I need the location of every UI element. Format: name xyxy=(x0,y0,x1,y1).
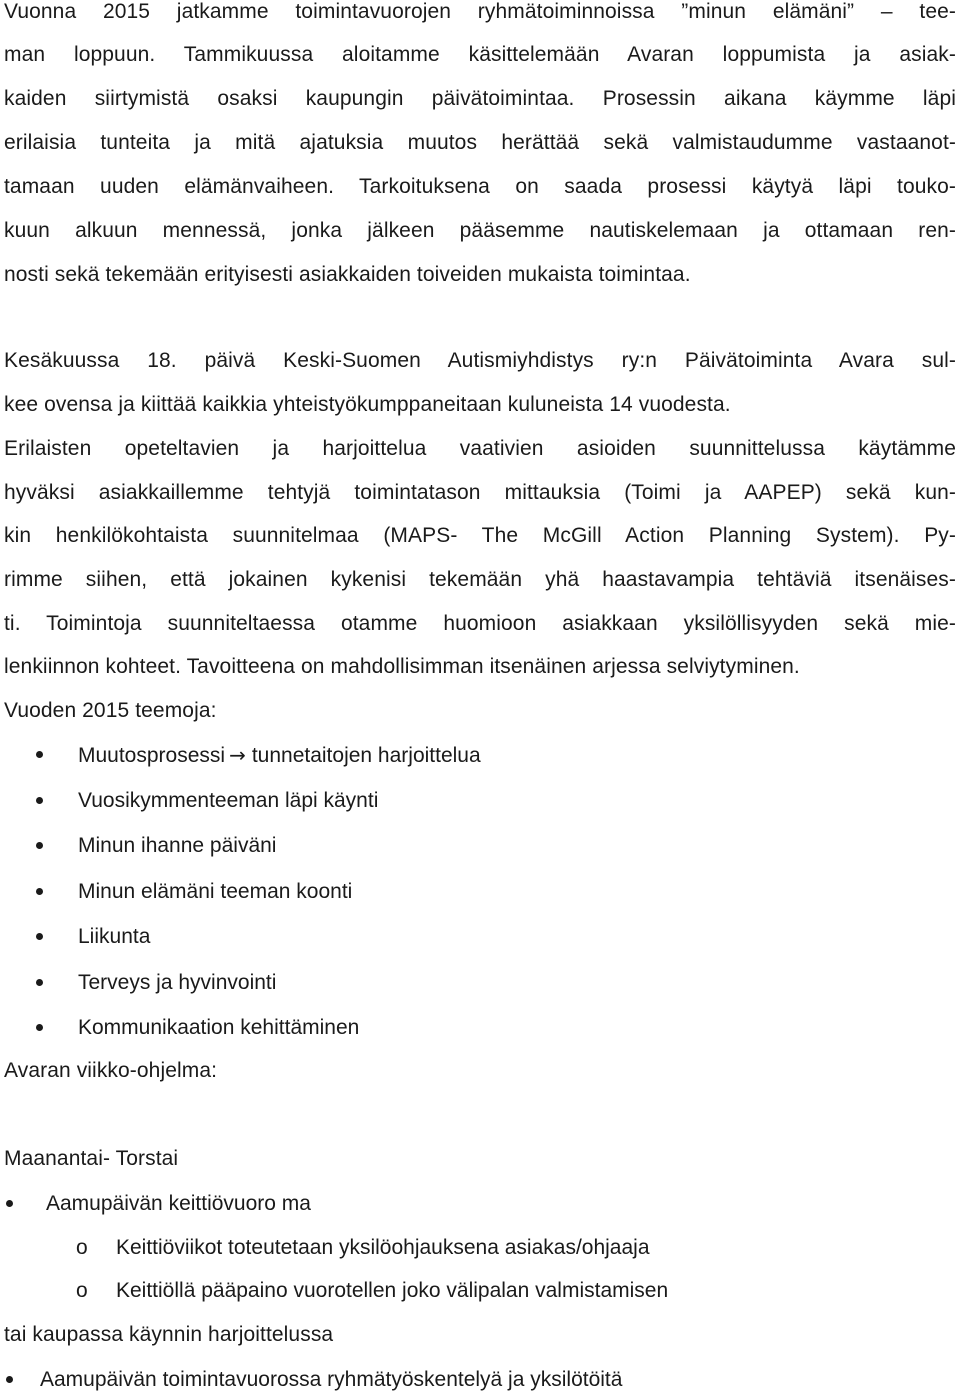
text-line: man loppuun. Tammikuussa aloitamme käsittelemään Avaran loppumista ja asiak- xyxy=(4,43,956,66)
bullet-icon xyxy=(6,1200,13,1207)
list-item xyxy=(78,743,481,768)
arrow-right-icon: → xyxy=(229,743,246,767)
text-line: hyväksi asiakkaillemme tehtyjä toimintatason mittauksia (Toimi ja AAPEP) sekä kun- xyxy=(4,481,956,504)
text-line: lenkiinnon kohteet. Tavoitteena on mahdollisimman itsenäinen arjessa selviytyminen. xyxy=(4,655,800,678)
text-line: kaiden siirtymistä osaksi kaupungin päivätoimintaa. Prosessin aikana käymme läpi xyxy=(4,87,956,110)
list-item: Vuosikymmenteeman läpi käynti xyxy=(78,789,379,812)
bullet-icon xyxy=(36,1024,43,1031)
bullet-icon xyxy=(36,842,43,849)
bullet-icon xyxy=(36,933,43,940)
list-item: Kommunikaation kehittäminen xyxy=(78,1016,360,1039)
text-line: kuun alkuun mennessä, jonka jälkeen pääsemme nautiskelemaan ja ottamaan ren- xyxy=(4,219,956,242)
list-item: Minun elämäni teeman koonti xyxy=(78,880,353,903)
list-item: Aamupäivän keittiövuoro ma xyxy=(46,1192,311,1215)
text-line: Kesäkuussa 18. päivä Keski-Suomen Autismiyhdistys ry:n Päivätoiminta Avara sul- xyxy=(4,349,956,372)
bullet-icon xyxy=(36,979,43,986)
sub-list-item: Keittiöllä pääpaino vuorotellen joko välipalan valmistamisen xyxy=(116,1279,669,1302)
text-line: nosti sekä tekemään erityisesti asiakkaiden toiveiden mukaista toimintaa. xyxy=(4,263,691,286)
list-item: Liikunta xyxy=(78,925,151,948)
bullet-icon xyxy=(36,797,43,804)
list-item: Aamupäivän toimintavuorossa ryhmätyöskentelyä ja yksilötöitä xyxy=(40,1368,623,1391)
bullet-icon xyxy=(36,888,43,895)
circle-bullet-icon: o xyxy=(76,1236,88,1259)
days-heading: Maanantai- Torstai xyxy=(4,1147,179,1170)
bullet-icon xyxy=(6,1376,13,1383)
sub-list-item: Keittiöviikot toteutetaan yksilöohjauksena asiakas/ohjaaja xyxy=(116,1236,650,1259)
text-line: ti. Toimintoja suunniteltaessa otamme huomioon asiakkaan yksilöllisyyden sekä mie- xyxy=(4,612,956,635)
weekly-heading: Avaran viikko-ohjelma: xyxy=(4,1059,218,1082)
circle-bullet-icon: o xyxy=(76,1279,88,1302)
text-line: erilaisia tunteita ja mitä ajatuksia muutos herättää sekä valmistaudumme vastaanot- xyxy=(4,131,956,154)
list-item: Minun ihanne päiväni xyxy=(78,834,277,857)
text-line: kee ovensa ja kiittää kaikkia yhteistyökumppaneitaan kuluneista 14 vuodesta. xyxy=(4,393,731,416)
text-line: kin henkilökohtaista suunnitelmaa (MAPS- The McGill Action Planning System). Py- xyxy=(4,524,956,547)
bullet-icon xyxy=(36,751,43,758)
themes-heading: Vuoden 2015 teemoja: xyxy=(4,699,217,722)
text-line: tai kaupassa käynnin harjoittelussa xyxy=(4,1323,334,1346)
text-line: rimme siihen, että jokainen kykenisi tekemään yhä haastavampia tehtäviä itsenäises- xyxy=(4,568,956,591)
list-item-label: Muutosprosessi xyxy=(78,744,226,767)
text-line: Erilaisten opeteltavien ja harjoittelua vaativien asioiden suunnittelussa käytämme xyxy=(4,437,956,460)
text-line: tamaan uuden elämänvaiheen. Tarkoituksena on saada prosessi käytyä läpi touko- xyxy=(4,175,956,198)
list-item-label: tunnetaitojen harjoittelua xyxy=(251,744,481,767)
text-line: Vuonna 2015 jatkamme toimintavuorojen ryhmätoiminnoissa ”minun elämäni” – tee- xyxy=(4,0,956,23)
list-item: Terveys ja hyvinvointi xyxy=(78,971,277,994)
